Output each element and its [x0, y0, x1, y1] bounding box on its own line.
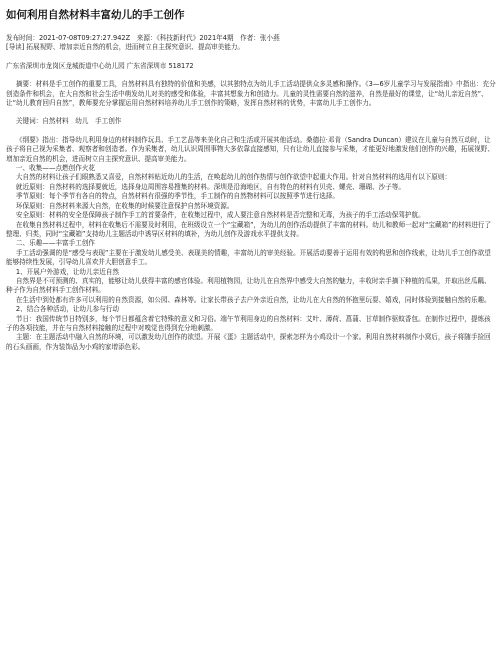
subsection-heading: 2、结合各种活动，让幼儿参与行动	[15, 305, 119, 314]
body-paragraph: 安全原则：材料的安全是保障孩子制作手工的首要条件，在收集过程中，成人要注意自然材料是否完整和无毒，为孩子的手工活动保驾护航。	[15, 211, 425, 220]
section-heading: 一、收集——点燃创作火花	[15, 164, 96, 173]
body-paragraph: 《纲要》指出：指导幼儿利用身边的材料制作玩具、手工艺品等来美化自己和生活或开展其他活动。桑德拉·邓肯（Sandra Duncan）建议在儿童与自然互动时，让孩子将自己视为采集者、观察者和创造者。作为采集者，幼儿认识周围事物大多依靠直接感知，只有让幼儿直接参与采集，才能更好地激发他们创作的兴趣，拓展视野、增加亲近自然的机会，进而树立自主探究意识、提高审美能力。	[6, 135, 494, 163]
body-paragraph: 环保原则：自然材料来源大自然，在收集的时候要注意保护自然环境资源。	[15, 201, 234, 210]
author-affiliation: 广东省深圳市龙岗区龙城街道中心幼儿园 广东省深圳市 518172	[6, 61, 194, 70]
keywords-line: 关键词：自然材料 幼儿 手工创作	[15, 117, 122, 126]
body-paragraph: 季节原则：每个季节有各自的特点，自然材料有很强的季节性，手工制作的自然物材料可以按照季节进行选择。	[15, 192, 339, 201]
spacer	[6, 53, 496, 62]
guide-summary: [导读] 拓展视野、增加亲近自然的机会，进而树立自主探究意识、提高审美能力。	[6, 43, 245, 52]
body-paragraph: 大自然的材料让孩子们眼熟悉又喜爱，自然材料贴近幼儿的生活，在唤起幼儿的创作热情与创作欲望中起重大作用。针对自然材料的选用有以下原则：	[15, 173, 452, 182]
abstract-paragraph: 摘要：材料是手工创作的重要工具，自然材料具有独特的价值和美感，以其独特点为幼儿手工活动提供众多灵感和操作。《3—6岁儿童学习与发展指南》中指出：充分创造条件和机会，在大自然和社会生活中萌发幼儿对美的感受和体验，丰富其想象力和创造力。儿童的灵性需要自然的滋养，自然是最好的课堂，让“幼儿亲近自然”、让“幼儿教育回归自然”，教师要充分掌握运用自然材料培养幼儿手工创作的策略，发挥自然材料的优势，丰富幼儿手工创作力。	[6, 80, 496, 108]
publish-meta: 发布时间：2021-07-08T09:27:27.942Z 来源：《科技新时代》2021年4期 作者：张小燕	[6, 34, 280, 42]
subsection-heading: 1、开展户外游戏，让幼儿亲近自然	[15, 267, 119, 276]
spacer	[6, 71, 496, 80]
section-heading: 二、乐趣——丰富手工创作	[15, 239, 96, 248]
body-paragraph: 节日：我国传统节日特别多，每个节日都蕴含着它特殊的意义和习俗。端午节利用身边的自然材料：艾叶、薄荷、菖蒲、甘草制作驱蚊香包。在制作过程中，提炼孩子的各项技能，并在与自然材料接触的过程中对嗅觉也得到充分地刺激。	[6, 314, 491, 332]
article-title: 如何利用自然材料丰富幼儿的手工创作	[6, 9, 185, 21]
body-paragraph: 在收集自然材料过程中，材料在收集后不需要及时利用，在班级设立一个“宝藏箱”，为幼儿的创作活动提供了丰富的材料。幼儿和教师一起对“宝藏箱”的材料进行了整理、归类，同时“宝藏箱”支持幼儿主题活动中诱导区材料的填补，为幼儿创作及游戏水平提供支持。	[6, 220, 492, 238]
body-paragraph: 手工活动强调的是“感受与表现”主要在于激发幼儿感受美、表现美的情趣，丰富幼儿的审美经验。开展活动要善于运用有效的构思和创作线索，让幼儿手工创作欲望能够持续性发展，引导幼儿喜欢并大胆创意手工。	[6, 248, 491, 267]
body-paragraph: 主题：在主题活动中融入自然的环境，可以激发幼儿创作的欲望。开展《蛋》主题活动中，探索怎样为小鸡设计一个家。利用自然材料制作小窝后，孩子将随手捡回的石头画画，作为装饰品为小鸡的家增添色彩。	[6, 333, 491, 351]
body-paragraph: 自然界是不可预测的、真实的，能够让幼儿获得丰富的感官体验。利用植物园，让幼儿在自然界中感受大自然的魅力，丰收时亲手摘下种植的瓜果，并取出丝瓜瓤、种子作为自然材料手工创作材料。	[6, 276, 491, 295]
body-paragraph: 在生活中到处都有许多可以利用的自然资源，如公园、森林等。让家长带孩子去户外亲近自然，让幼儿在大自然的怀抱里玩耍、嬉戏，同时体验到接触自然的乐趣。	[15, 295, 491, 304]
body-paragraph: 就近原则：自然材料的选择要就近，选择身边周围容易搜集的材料。深圳是沿海地区，自有特色的材料有贝壳、螺壳、珊瑚、沙子等。	[15, 182, 405, 191]
spacer	[6, 127, 496, 136]
